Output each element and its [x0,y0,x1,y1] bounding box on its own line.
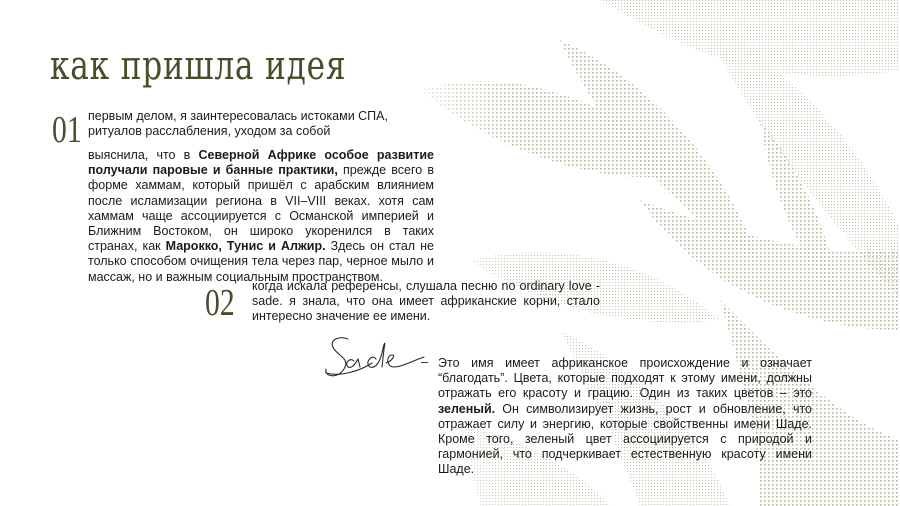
sade-meaning-paragraph [438,356,812,478]
history-text-1: выяснила, что в [88,148,199,162]
sade-text-2: Он символизирует жизнь, рост и обновление, что отражает силу и энергию, которые свойственны имени Шаде. Кроме того, зеленый цвет ассоциируется с природой и гармонией, что подчеркивает естественную красоту имени Шаде. [438,401,812,477]
section-number-01: 01 [52,109,82,151]
sade-dash: – [421,354,429,369]
sade-text-1: Это имя имеет африканское происхождение и означает “благодать”. Цвета, которые подходят к этому имени, должны отражать его красоту и грацию. Один из таких цветов – это [438,356,812,401]
intro-paragraph: первым делом, я заинтересовалась истоками СПА, ритуалов расслабления, уходом за собой [88,109,388,139]
history-paragraph [88,148,434,285]
section-number-02: 02 [205,282,235,324]
history-text-2: прежде всего в форме хаммам, который пришёл с арабским влиянием после исламизации региона в VII–VIII веках. хотя сам хаммам чаще ассоциируется с Османской империей и Ближним Востоком, он широко укоренился в таких странах, как [88,163,435,254]
sade-bold-green: зеленый. [438,401,496,416]
history-bold-1: Северной Африке особое развитие получали паровые и банные практики, [88,148,434,178]
history-bold-2: Марокко, Тунис и Алжир. [165,239,326,254]
history-text-3: Здесь он стал не только способом очищения тела через пар, черное мыло и массаж, но и важным социальным пространством. [88,239,434,284]
sade-signature [320,333,430,383]
reference-paragraph: когда искала референсы, слушала песню no ordinary love - sade. я знала, что она имеет африканские корни, стало интересно значение ее имени. [252,279,600,324]
page-title: как пришла идея [50,43,347,89]
